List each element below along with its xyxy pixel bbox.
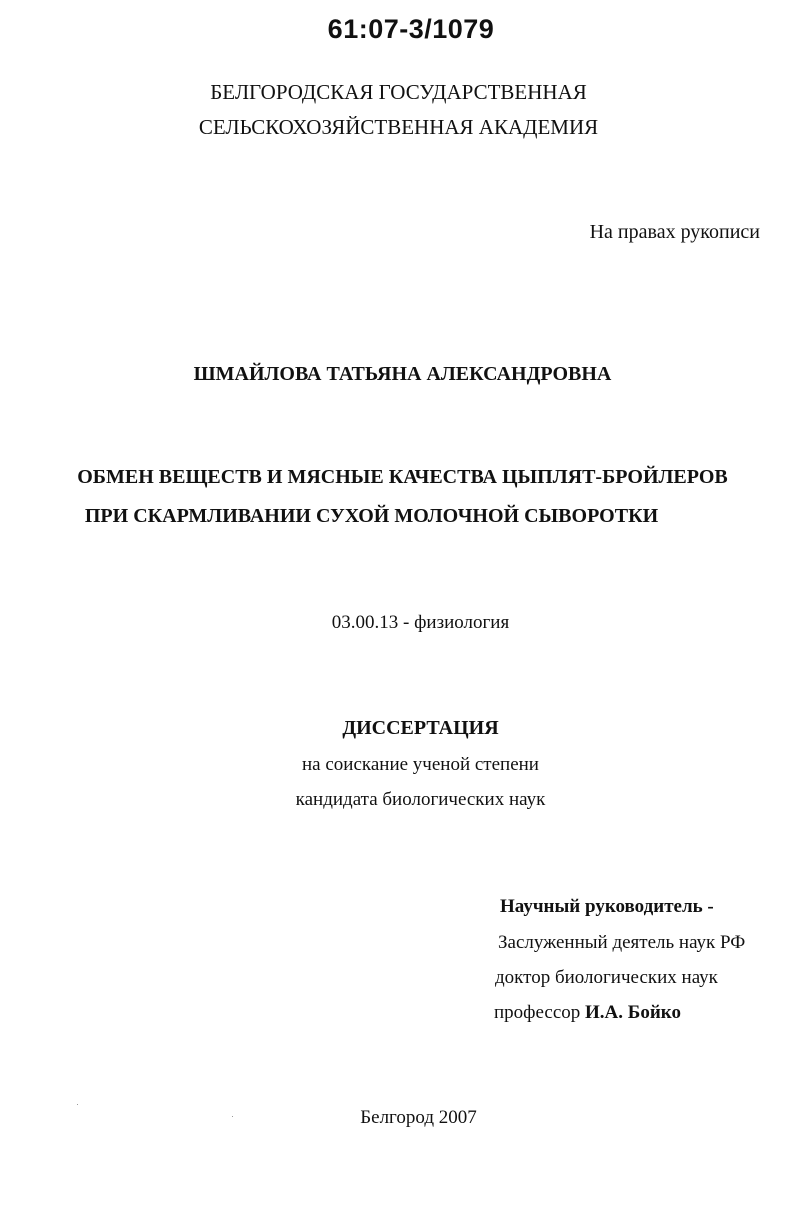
document-type: ДИССЕРТАЦИЯ xyxy=(342,717,499,739)
scan-speck xyxy=(232,1116,233,1117)
author-name: ШМАЙЛОВА ТАТЬЯНА АЛЕКСАНДРОВНА xyxy=(193,363,612,385)
advisor-title-line-3 xyxy=(494,1002,681,1024)
advisor-name: И.А. Бойко xyxy=(585,1002,681,1023)
city-year: Белгород 2007 xyxy=(360,1107,477,1128)
title-line-2: ПРИ СКАРМЛИВАНИИ СУХОЙ МОЛОЧНОЙ СЫВОРОТКИ xyxy=(84,505,659,527)
scan-speck xyxy=(77,1104,78,1105)
catalog-code: 61:07-3/1079 xyxy=(327,14,495,44)
manuscript-note: На правах рукописи xyxy=(589,221,760,243)
degree-line-2: кандидата биологических наук xyxy=(295,789,546,810)
advisor-title-line-1: Заслуженный деятель наук РФ xyxy=(498,932,746,953)
title-line-1: ОБМЕН ВЕЩЕСТВ И МЯСНЫЕ КАЧЕСТВА ЦЫПЛЯТ-БРОЙЛЕРОВ xyxy=(77,466,728,488)
specialty: 03.00.13 - физиология xyxy=(331,612,510,633)
advisor-title-line-2: доктор биологических наук xyxy=(495,967,718,988)
advisor-heading: Научный руководитель - xyxy=(500,896,714,917)
degree-line-1: на соискание ученой степени xyxy=(302,754,539,775)
institution-line-2: СЕЛЬСКОХОЗЯЙСТВЕННАЯ АКАДЕМИЯ xyxy=(198,115,599,139)
advisor-rank: профессор xyxy=(494,1002,586,1023)
institution-line-1: БЕЛГОРОДСКАЯ ГОСУДАРСТВЕННАЯ xyxy=(210,80,587,104)
